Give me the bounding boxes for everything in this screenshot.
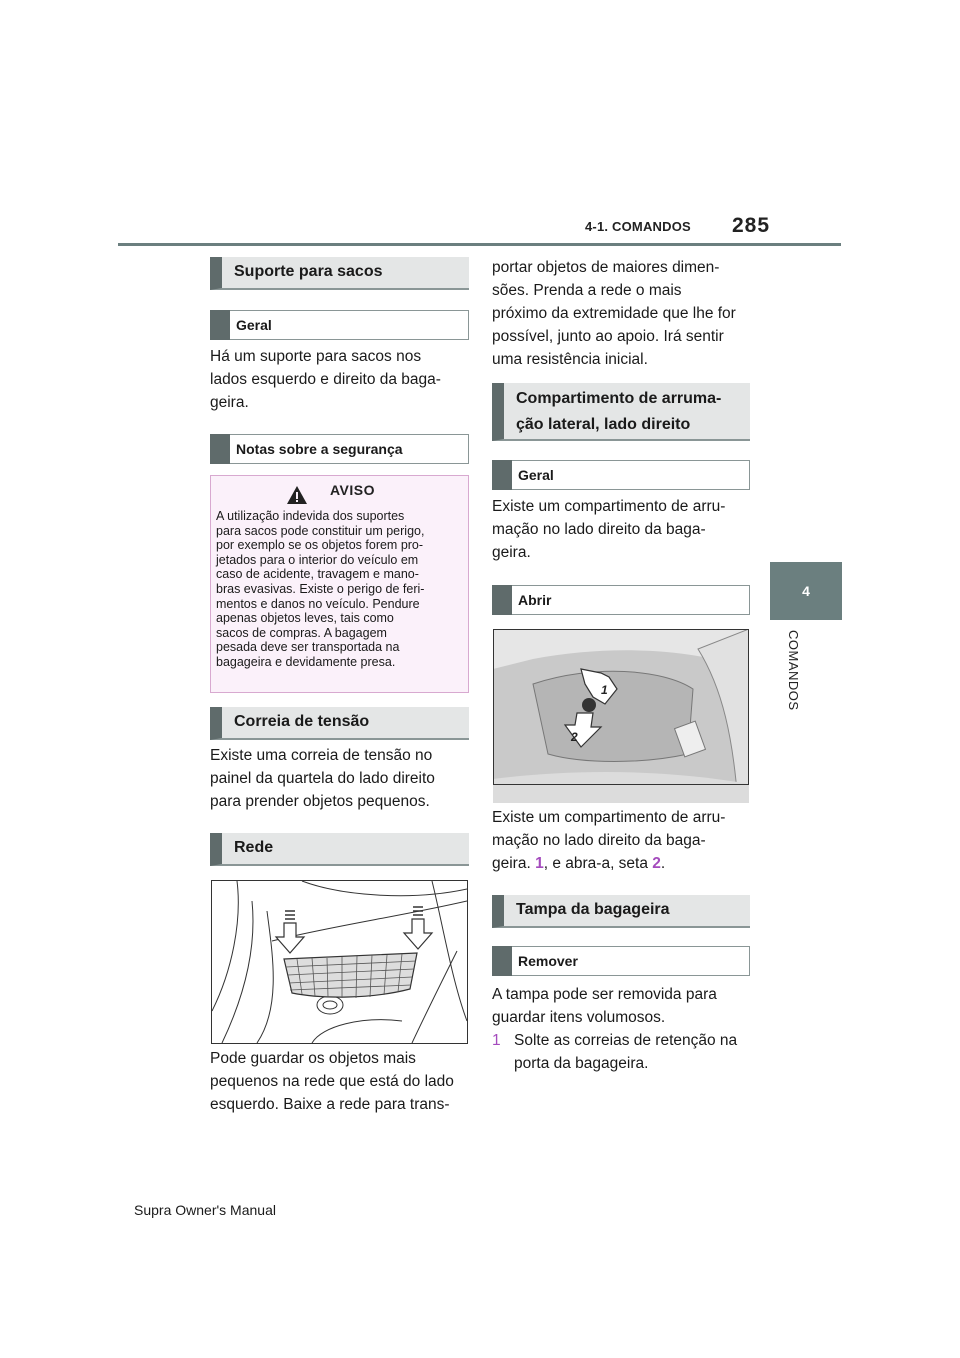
paragraph-compartimento: Existe um compartimento de arru- mação no lado direito da baga- geira.: [492, 498, 726, 561]
subheading-geral-2: Geral: [492, 460, 750, 490]
page-number: 285: [732, 214, 771, 237]
paragraph-abrir: Existe um compartimento de arru- mação no lado direito da baga- geira. 1, e abra-a, seta 2.: [492, 809, 726, 872]
warning-title: AVISO: [211, 482, 468, 506]
paragraph-correia: Existe uma correia de tensão no painel da quartela do lado direito para prender objetos pequenos.: [210, 747, 435, 810]
chapter-tab-title: [783, 630, 803, 730]
warning-text: A utilização indevida dos suportes para sacos pode constituir um perigo, por exemplo se os objetos forem pro- jetados para o interior do veículo em caso de acidente, travagem e mano- bras evasivas. Existe o perigo de feri- mentos e danos no veículo. Pendure apenas objetos leves, tais como sacos de compras. A bagagem pesada deve ser transportada na bagageira e devidamente presa.: [216, 509, 425, 669]
subheading-notas: Notas sobre a segurança: [210, 434, 469, 464]
step-1: 1 Solte as correias de retenção na porta da bagageira.: [492, 1029, 757, 1075]
header-rule: [118, 243, 841, 246]
figure-label-2: 2: [571, 730, 578, 744]
subheading-remover: Remover: [492, 946, 750, 976]
footer-manual-title: Supra Owner's Manual: [134, 1202, 276, 1218]
paragraph-tampa: A tampa pode ser removida para guardar itens volumosos.: [492, 986, 717, 1026]
chapter-tab-number: [770, 562, 842, 620]
heading-rede: Rede: [210, 833, 469, 866]
net-illustration: [212, 881, 467, 1043]
heading-suporte: Suporte para sacos: [210, 257, 469, 290]
heading-compartimento: Compartimento de arruma- ção lateral, lado direito: [492, 383, 750, 441]
chapter-number: 4: [802, 583, 810, 599]
section-label: 4-1. COMANDOS: [585, 219, 691, 234]
subheading-geral: Geral: [210, 310, 469, 340]
figure-label-1: 1: [601, 683, 608, 697]
step-number: 1: [492, 1032, 501, 1049]
paragraph-rede: Pode guardar os objetos mais pequenos na rede que está do lado esquerdo. Baixe a rede para trans-: [210, 1050, 454, 1113]
paragraph-rede-continued: portar objetos de maiores dimen- sões. Prenda a rede o mais próximo da extremidade que lhe for possível, junto ao apoio. Irá sentir uma resistência inicial.: [492, 259, 736, 368]
warning-box: [210, 475, 469, 693]
figure-compartment: [493, 629, 749, 803]
ref-number-1: 1: [535, 855, 544, 872]
ref-number-2: 2: [652, 855, 661, 872]
paragraph-suporte: Há um suporte para sacos nos lados esquerdo e direito da baga- geira.: [210, 348, 441, 411]
figure-net: [211, 880, 468, 1044]
compartment-illustration: [493, 629, 749, 803]
chapter-title: COMANDOS: [786, 630, 801, 711]
heading-tampa: Tampa da bagageira: [492, 895, 750, 928]
subheading-abrir: Abrir: [492, 585, 750, 615]
heading-correia: Correia de tensão: [210, 707, 469, 740]
warning-triangle-icon: [286, 485, 308, 505]
